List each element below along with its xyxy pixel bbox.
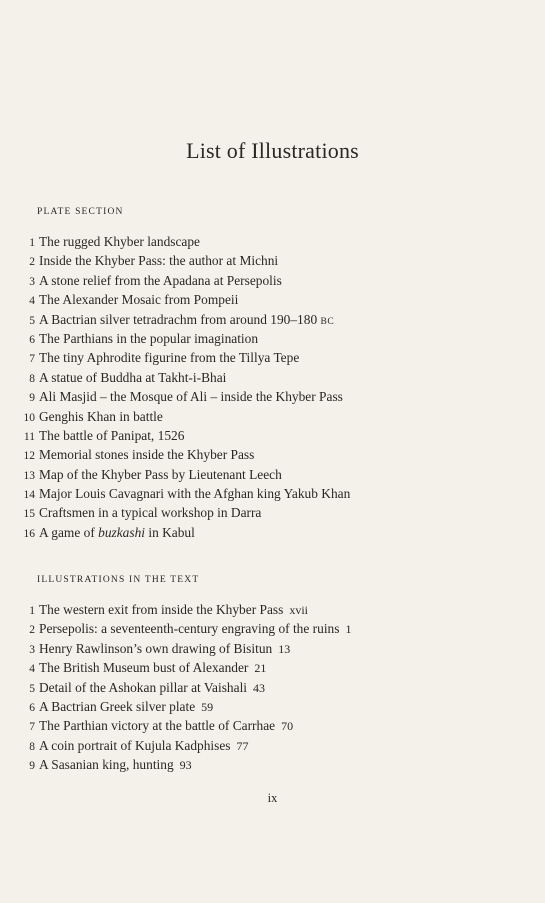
item-number: 8 <box>29 372 35 385</box>
list-item <box>20 678 351 697</box>
list-item <box>20 503 350 522</box>
item-number: 12 <box>23 450 35 463</box>
page-reference: 77 <box>236 738 249 753</box>
item-caption <box>39 312 334 327</box>
item-caption <box>39 621 339 636</box>
caption-text: The Parthian victory at the battle of Carrhae <box>39 718 276 734</box>
item-caption <box>39 602 283 617</box>
caption-text: Memorial stones inside the Khyber Pass <box>39 447 255 463</box>
caption-text: The western exit from inside the Khyber Pass <box>39 602 284 617</box>
item-caption <box>39 253 278 268</box>
caption-text: The British Museum bust of Alexander <box>39 660 249 676</box>
item-caption <box>39 486 350 501</box>
page-reference: xvii <box>289 603 308 617</box>
caption-text: Inside the Khyber Pass: the author at Michni <box>39 253 279 269</box>
item-number: 5 <box>29 682 35 695</box>
list-item <box>20 387 350 406</box>
list-item <box>20 639 351 658</box>
caption-text: The Parthians in the popular imagination <box>39 330 259 346</box>
item-caption <box>39 505 261 520</box>
item-number: 10 <box>23 411 35 424</box>
list-item <box>20 445 350 464</box>
item-caption <box>39 757 174 772</box>
item-number: 3 <box>29 275 35 288</box>
caption-text: Henry Rawlinson’s own drawing of Bisitun <box>39 640 273 656</box>
page-reference: 93 <box>179 758 192 773</box>
item-caption <box>39 641 272 656</box>
item-number: 6 <box>29 333 35 346</box>
caption-text: A Sasanian king, hunting <box>39 757 174 773</box>
item-number: 11 <box>23 430 35 443</box>
item-caption <box>39 273 282 288</box>
caption-text: Detail of the Ashokan pillar at Vaishali <box>39 679 248 695</box>
item-number: 5 <box>29 314 35 327</box>
item-number: 1 <box>29 237 35 249</box>
item-number: 14 <box>23 489 35 502</box>
item-caption <box>39 738 231 753</box>
item-caption <box>39 718 275 733</box>
item-number: 2 <box>29 624 35 637</box>
list-item <box>20 736 351 755</box>
list-item <box>20 716 351 735</box>
item-caption <box>39 447 254 462</box>
item-number: 7 <box>29 721 35 734</box>
list-item <box>20 329 350 348</box>
item-caption <box>39 699 195 714</box>
list-item <box>20 348 350 367</box>
item-caption <box>39 331 258 346</box>
caption-text: Persepolis: a seventeenth-century engraving of the ruins <box>39 621 340 637</box>
caption-text: The rugged Khyber landscape <box>39 234 200 249</box>
page-reference: 13 <box>278 641 291 656</box>
item-caption <box>39 350 299 365</box>
list-item <box>20 407 350 426</box>
item-number: 4 <box>29 663 35 676</box>
page-reference: 21 <box>254 661 267 676</box>
page-reference: 1 <box>345 622 352 637</box>
caption-text: A coin portrait of Kujula Kadphises <box>39 737 231 753</box>
item-number: 9 <box>29 760 35 773</box>
caption-text: Craftsmen in a typical workshop in Darra <box>39 505 262 521</box>
caption-text: A stone relief from the Apadana at Persepolis <box>39 272 282 288</box>
page-reference: 43 <box>253 680 266 695</box>
text-illustrations-heading: ILLUSTRATIONS IN THE TEXT <box>37 575 200 585</box>
caption-after: in Kabul <box>145 524 195 540</box>
item-number: 15 <box>23 508 35 521</box>
item-caption <box>39 409 163 424</box>
caption-text: Map of the Khyber Pass by Lieutenant Leech <box>39 466 282 482</box>
caption-text: The Alexander Mosaic from Pompeii <box>39 292 239 308</box>
list-item <box>20 232 350 251</box>
item-caption <box>39 680 247 695</box>
list-item <box>20 658 351 677</box>
list-item <box>20 697 351 716</box>
item-number: 9 <box>29 392 35 405</box>
list-item <box>20 484 350 503</box>
item-number: 16 <box>23 527 35 540</box>
item-caption <box>39 234 200 249</box>
list-item <box>20 310 350 329</box>
item-number: 7 <box>29 353 35 366</box>
item-caption <box>39 525 195 540</box>
plate-section-heading: PLATE SECTION <box>37 207 124 217</box>
plate-section-list <box>20 232 350 542</box>
page-title: List of Illustrations <box>186 138 359 163</box>
item-caption <box>39 292 238 307</box>
item-number: 6 <box>29 701 35 714</box>
page-reference: 59 <box>201 699 214 714</box>
caption-text: Genghis Khan in battle <box>39 408 163 424</box>
item-caption <box>39 370 226 385</box>
caption-text: Ali Masjid – the Mosque of Ali – inside the Khyber Pass <box>39 389 343 405</box>
item-caption <box>39 389 343 404</box>
item-number: 4 <box>29 295 35 308</box>
caption-text: The tiny Aphrodite figurine from the Tillya Tepe <box>39 350 300 366</box>
text-illustrations-list <box>20 600 351 775</box>
caption-text: Major Louis Cavagnari with the Afghan king Yakub Khan <box>39 486 351 502</box>
item-caption <box>39 428 184 443</box>
list-item <box>20 271 350 290</box>
item-number: 1 <box>29 605 35 617</box>
list-item <box>20 251 350 270</box>
caption-italic: buzkashi <box>98 524 146 540</box>
list-item <box>20 368 350 387</box>
item-number: 8 <box>29 740 35 753</box>
item-caption <box>39 660 248 675</box>
item-number: 13 <box>23 469 35 482</box>
list-item <box>20 426 350 445</box>
list-item <box>20 600 351 619</box>
caption-text: A Bactrian Greek silver plate <box>39 698 196 714</box>
list-item <box>20 755 351 774</box>
caption-text: The battle of Panipat, 1526 <box>39 427 185 443</box>
page-number: ix <box>267 791 278 805</box>
caption-text: A statue of Buddha at Takht-i-Bhai <box>39 369 227 385</box>
list-item <box>20 465 350 484</box>
caption-text: A Bactrian silver tetradrachm from around 190–180 <box>39 311 321 327</box>
item-caption <box>39 467 282 482</box>
list-item <box>20 619 351 638</box>
era-abbreviation: BC <box>320 316 335 327</box>
item-number: 3 <box>29 643 35 656</box>
page-reference: 70 <box>281 719 294 734</box>
list-item <box>20 523 350 542</box>
item-number: 2 <box>29 256 35 269</box>
caption-text: A game of <box>39 524 99 540</box>
list-item <box>20 290 350 309</box>
